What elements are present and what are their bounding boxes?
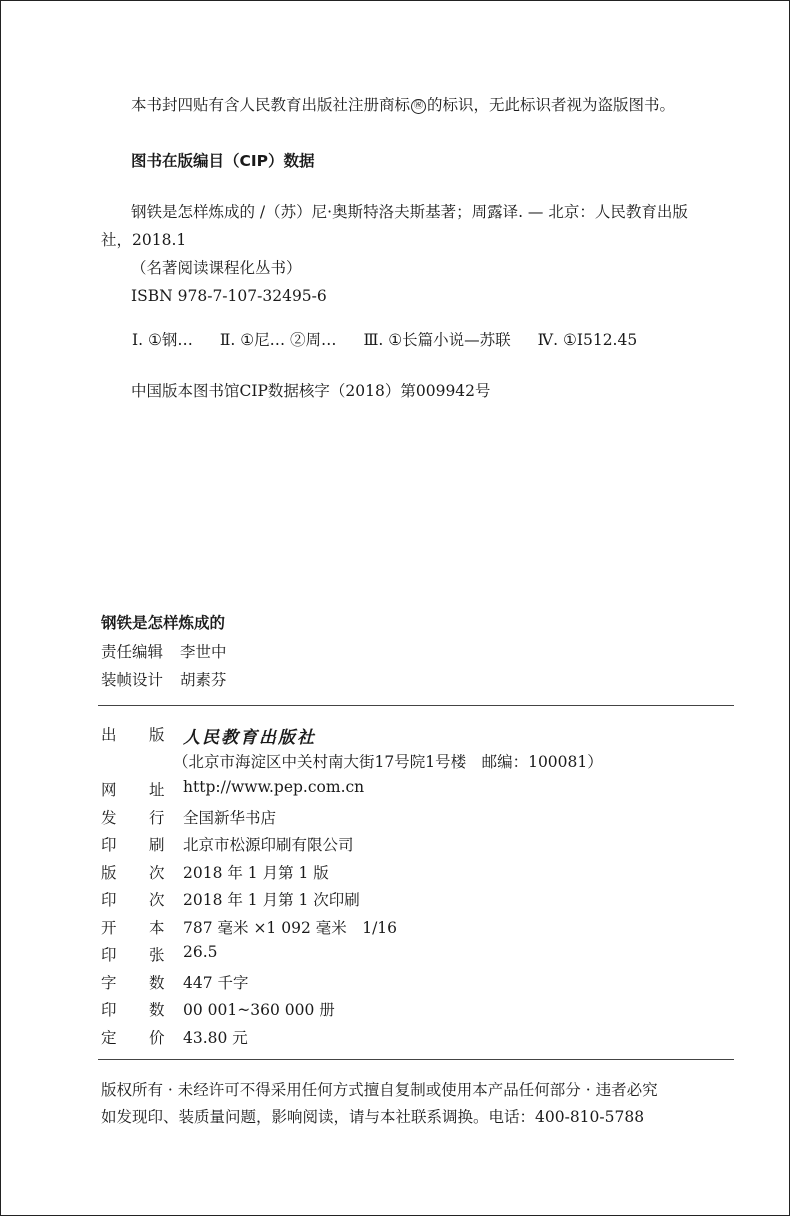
publication-value: 全国新华书店 (183, 808, 277, 827)
book-title: 钢铁是怎样炼成的 (101, 614, 226, 632)
designer-line (101, 668, 226, 690)
publication-label: 数 (149, 1001, 165, 1019)
cip-isbn: ISBN 978-7-107-32495-6 (131, 287, 327, 305)
editor-name: 李世中 (179, 643, 227, 661)
publication-value: 北京市松源印刷有限公司 (183, 836, 354, 854)
publication-label: 次 (149, 863, 165, 882)
publication-value: 00 001~360 000 册 (183, 1001, 335, 1019)
publication-label: 数 (149, 973, 165, 992)
publication-value: 2018 年 1 月第 1 次印刷 (183, 891, 360, 909)
copyright-page: 本书封四贴有含人民教育出版社注册商标 ㊗ 的标识，无此标识者视为盗版图书。 图书在版编目（CIP）数据 钢铁是怎样炼成的 /（苏）尼·奥斯特洛夫斯基著；周露译. — 北京：人民教育出版 社，2018.1 （名著阅读课程化丛书） ISBN 978-7-107-32495-6 Ⅰ. ①钢… Ⅱ. ①尼… ②周… Ⅲ. ①长篇小说—苏联 Ⅳ. ①I512.45 中国版本图书馆CIP数据核字（2018）第009942号 钢铁是怎样炼成的 责任编辑 李世中 装帧设计 胡素芬 出 版 人民教育出版社 （北京市海淀区中关村南大街17号院1号楼 邮编：100081） 网 址 http://www.pep.com.cn 发 行 全国新华书店 印 刷 北京市松源印刷有限公司 版 次 2018 年 1 月第 1 版 印 次 2018 年 1 月第 1 次印刷 开 本 787 毫米 ×1 092 毫米 1/16 印 张 26.5 字 数 447 千字 印 数 00 001~360 000 册 定 价 43.80 元 版权所有 · 未经许可不得采用任何方式擅自复制或使用本产品任何部分 · 违者必究 如发现印、装质量问题，影响阅读，请与本社联系调换。电话：400-810-5788 (0, 0, 790, 1216)
editor-label: 责任编辑 (101, 643, 164, 661)
classification-item: Ⅰ. ①钢… (132, 331, 193, 349)
cip-heading: 图书在版编目（CIP）数据 (131, 152, 315, 170)
cip-description-line2: 社，2018.1 (101, 231, 187, 249)
publication-label: 印 (101, 1001, 117, 1019)
classification-item: Ⅲ. ①长篇小说—苏联 (363, 331, 511, 349)
cip-classification (132, 328, 659, 350)
cip-description (101, 198, 741, 310)
publication-value: 26.5 (183, 943, 218, 961)
publication-value: 447 千字 (183, 973, 249, 992)
publication-label: 印 (101, 891, 117, 909)
cip-description-line1: 钢铁是怎样炼成的 /（苏）尼·奥斯特洛夫斯基著；周露译. — 北京：人民教育出版 (131, 203, 688, 221)
cip-series: （名著阅读课程化丛书） (131, 259, 302, 277)
registered-trademark-icon: ㊗ (411, 99, 426, 114)
publication-label: 址 (149, 781, 165, 799)
publication-value: 2018 年 1 月第 1 版 (183, 863, 329, 882)
publication-label: 次 (149, 891, 165, 909)
divider (98, 705, 734, 706)
divider (98, 1059, 734, 1060)
publication-label: 价 (149, 1028, 165, 1047)
publisher-address: （北京市海淀区中关村南大街17号院1号楼 邮编：100081） (173, 753, 603, 771)
classification-item: Ⅱ. ①尼… ②周… (219, 331, 337, 349)
publication-label: 定 (101, 1028, 117, 1047)
quality-contact: 如发现印、装质量问题，影响阅读，请与本社联系调换。电话：400-810-5788 (101, 1108, 645, 1126)
publication-value: 787 毫米 ×1 092 毫米 1/16 (183, 918, 398, 937)
designer-label: 装帧设计 (101, 671, 164, 689)
publication-label: 本 (149, 918, 165, 937)
anti-piracy-notice: 本书封四贴有含人民教育出版社注册商标 ㊗ 的标识，无此标识者视为盗版图书。 (131, 96, 676, 114)
publication-value: http://www.pep.com.cn (183, 778, 365, 796)
publication-label: 印 (101, 946, 117, 964)
publication-label: 字 (101, 973, 117, 992)
copyright-notice: 版权所有 · 未经许可不得采用任何方式擅自复制或使用本产品任何部分 · 违者必究 (101, 1081, 658, 1099)
publication-label: 张 (149, 946, 165, 964)
cip-library-record: 中国版本图书馆CIP数据核字（2018）第009942号 (131, 382, 491, 400)
editor-line (101, 640, 226, 662)
publisher-logo: 人民教育出版社 (183, 728, 316, 748)
publication-label: 版 (101, 863, 117, 882)
publication-label: 网 (101, 781, 117, 799)
designer-name: 胡素芬 (179, 671, 227, 689)
publication-label: 开 (101, 918, 117, 937)
publication-label: 发 (101, 808, 117, 827)
classification-item: Ⅳ. ①I512.45 (537, 331, 638, 349)
publication-value: 43.80 元 (183, 1028, 248, 1047)
publication-label: 刷 (149, 836, 165, 854)
publication-label: 印 (101, 836, 117, 854)
publication-label: 行 (149, 808, 165, 827)
